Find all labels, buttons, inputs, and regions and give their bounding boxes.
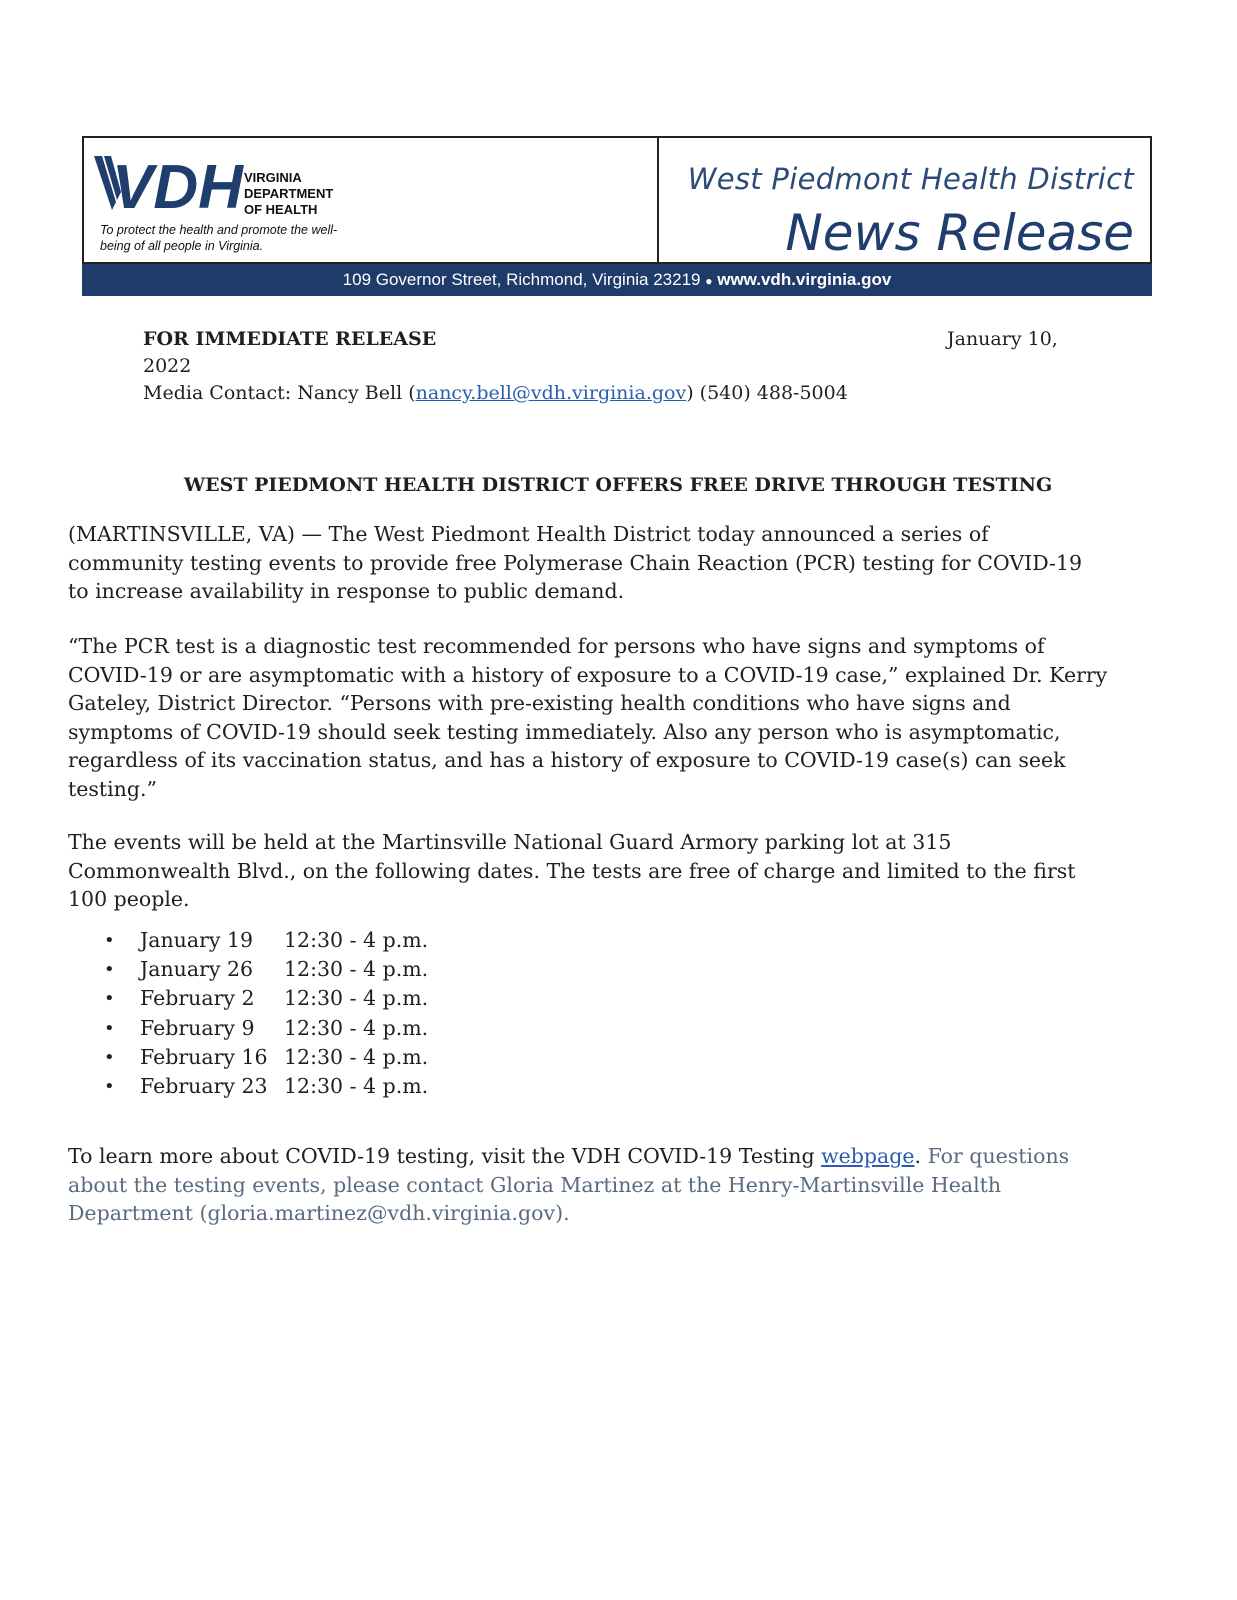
bullet-icon: • xyxy=(104,1076,115,1098)
release-date: January 10, xyxy=(947,328,1058,350)
schedule-date: February 2 xyxy=(140,986,255,1011)
list-item xyxy=(104,926,428,955)
schedule-time: 12:30 - 4 p.m. xyxy=(284,1015,429,1040)
events-paragraph: The events will be held at the Martinsville National Guard Armory parking lot at 315 Commonwealth Blvd., on the following dates. The tests are free of charge and limited to the first 100 people. xyxy=(68,830,1076,911)
list-item xyxy=(104,1043,428,1072)
media-contact-suffix: ) (540) 488-5004 xyxy=(686,382,848,404)
address-text: 109 Governor Street, Richmond, Virginia 23219 xyxy=(342,270,701,289)
logo-org-line: DEPARTMENT xyxy=(244,186,334,201)
logo-org-line: VIRGINIA xyxy=(244,170,302,185)
schedule-time: 12:30 - 4 p.m. xyxy=(284,986,429,1011)
list-item xyxy=(104,955,428,984)
district-name: West Piedmont Health District xyxy=(687,162,1134,196)
closing-text-before: To learn more about COVID-19 testing, visit the VDH COVID-19 Testing xyxy=(68,1144,822,1168)
bullet-icon: • xyxy=(104,1017,115,1039)
schedule-time: 12:30 - 4 p.m. xyxy=(284,928,429,952)
list-item xyxy=(104,984,428,1013)
schedule-time: 12:30 - 4 p.m. xyxy=(284,1044,429,1069)
schedule-time: 12:30 - 4 p.m. xyxy=(284,957,429,982)
schedule-date: January 26 xyxy=(140,957,254,982)
news-release-header xyxy=(82,136,1152,296)
closing-questions: For questions about the testing events, please contact Gloria Martinez at the Henry-Martinsville Health Department (gloria.martinez@vdh.virginia.gov). xyxy=(68,1144,1070,1225)
release-info xyxy=(143,326,1043,407)
quote-paragraph: “The PCR test is a diagnostic test recommended for persons who have signs and symptoms of COVID-19 or are asymptomatic with a history of exposure to a COVID-19 case,” explained Dr. Kerry Gateley, District Director. “Persons with pre-existing health conditions who have signs and symptoms of COVID-19 should seek testing immediately. Also any person who is asymptomatic, regardless of its vaccination status, and has a history of exposure to COVID-19 case(s) can seek testing.” xyxy=(68,634,1108,801)
website-link[interactable]: www.vdh.virginia.gov xyxy=(717,270,892,289)
logo-org-line: OF HEALTH xyxy=(244,202,318,217)
bullet-icon: • xyxy=(104,1046,115,1068)
release-date-year: 2022 xyxy=(143,355,192,377)
logo-tagline: To protect the health and promote the well-being of all people in Virginia. xyxy=(100,223,338,253)
schedule-time: 12:30 - 4 p.m. xyxy=(284,1074,429,1099)
media-contact-prefix: Media Contact: Nancy Bell ( xyxy=(143,382,416,404)
bullet-icon: • xyxy=(104,988,115,1010)
schedule-date: February 9 xyxy=(140,1015,255,1040)
release-title: News Release xyxy=(785,204,1134,262)
schedule-list xyxy=(104,926,428,1101)
closing-text-after: . xyxy=(914,1144,922,1168)
vdh-logo xyxy=(94,152,394,252)
bullet-icon: • xyxy=(104,930,115,951)
testing-webpage-link[interactable]: webpage xyxy=(821,1144,915,1168)
list-item xyxy=(104,1072,428,1101)
vdh-logo-mark-icon xyxy=(94,152,254,214)
address-bullet: ● xyxy=(705,274,713,288)
headline: WEST PIEDMONT HEALTH DISTRICT OFFERS FREE DRIVE THROUGH TESTING xyxy=(183,474,1053,496)
schedule-date: February 16 xyxy=(140,1044,268,1069)
media-contact xyxy=(143,380,1043,407)
header-box xyxy=(82,136,1152,264)
closing-paragraph xyxy=(68,1142,1108,1228)
schedule-date: February 23 xyxy=(140,1074,268,1099)
media-contact-email-link[interactable]: nancy.bell@vdh.virginia.gov xyxy=(415,382,687,404)
intro-paragraph: (MARTINSVILLE, VA) — The West Piedmont Health District today announced a series of community testing events to provide free Polymerase Chain Reaction (PCR) testing for COVID-19 to increase availability in response to public demand. xyxy=(68,522,1083,603)
address-bar xyxy=(82,264,1152,296)
header-divider xyxy=(657,138,659,266)
schedule-date: January 19 xyxy=(140,928,254,952)
logo-mark-text: VDH xyxy=(112,153,243,214)
bullet-icon: • xyxy=(104,959,115,981)
immediate-release-label: FOR IMMEDIATE RELEASE xyxy=(143,328,437,350)
list-item xyxy=(104,1014,428,1043)
logo-org-name xyxy=(244,170,384,218)
